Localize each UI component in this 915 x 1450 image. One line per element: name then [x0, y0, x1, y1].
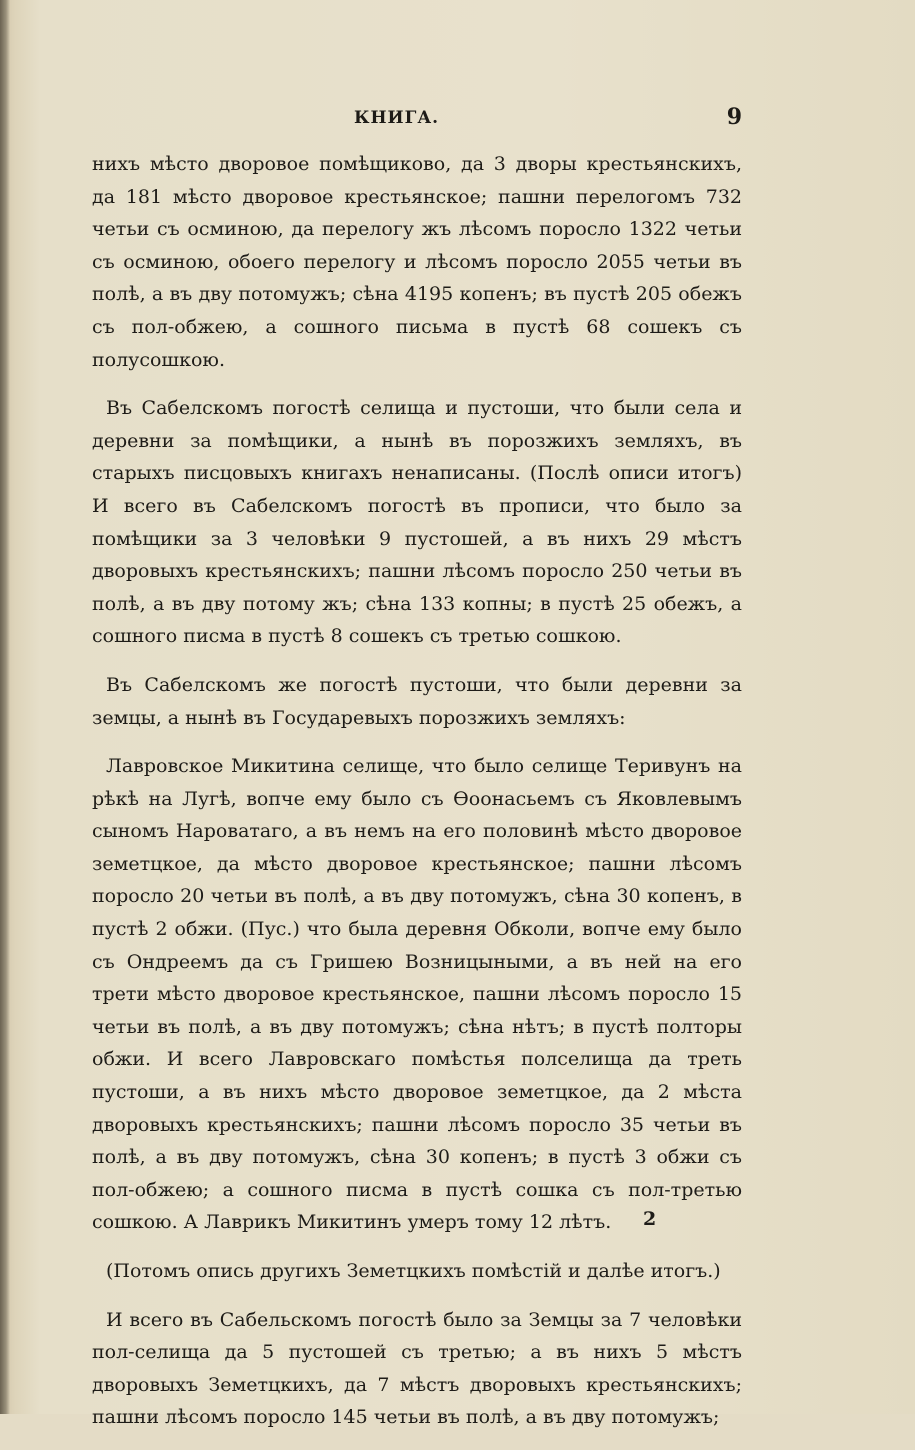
editorial-note: (Потомъ опись другихъ Земетцкихъ помѣстій и далѣе итогъ.) — [106, 1260, 721, 1282]
page-number: 9 — [726, 104, 742, 130]
page-header — [92, 100, 742, 136]
paragraph-2: Въ Сабелскомъ погостѣ селища и пустоши, что были села и деревни за помѣщики, а нынѣ въ порозжихъ земляхъ, въ старыхъ писцовыхъ книгахъ ненаписаны. (Послѣ описи итогъ) И всего въ Сабелскомъ погостѣ въ прописи, что было за помѣщики за 3 человѣки 9 пустошей, а въ нихъ 29 мѣстъ дворовыхъ крестьянскихъ; пашни лѣсомъ поросло 250 четьи въ полѣ, а въ дву потому жъ; сѣна 133 копны; в пустѣ 25 обежъ, а сошного писма в пустѣ 8 сошекъ съ третью сошкою. — [92, 397, 742, 648]
paragraph-5: И всего въ Сабельскомъ погостѣ было за Земцы за 7 человѣки пол-селища да 5 пустошей съ третью; а въ нихъ 5 мѣстъ дворовыхъ Земетцкихъ, да 7 мѣстъ дворовыхъ крестьянскихъ; пашни лѣсомъ поросло 145 четьи въ полѣ, а въ дву потомужъ; — [92, 1308, 742, 1429]
running-title: КНИГА. — [354, 108, 440, 128]
paragraph-3: Въ Сабелскомъ же погостѣ пустоши, что были деревни за земцы, а нынѣ въ Государевыхъ порозжихъ земляхъ: — [92, 673, 742, 729]
paragraph-1: нихъ мѣсто дворовое помѣщиково, да 3 дворы крестьянскихъ, да 181 мѣсто дворовое крестьянское; пашни перелогомъ 732 четьи съ осминою, да перелогу жъ лѣсомъ поросло 1322 четьи съ осминою, обоего перелогу и лѣсомъ поросло 2055 четьи въ полѣ, а въ дву потомужъ; сѣна 4195 копенъ; въ пустѣ 205 обежъ съ пол-обжею, а сошного письма в пустѣ 68 сошекъ съ полусошкою. — [92, 153, 742, 371]
signature-mark: 2 — [643, 1208, 657, 1230]
binding-gutter — [0, 0, 10, 1414]
paragraph-4: Лавровское Микитина селище, что было селище Теривунъ на рѣкѣ на Лугѣ, вопче ему было съ Ѳоонасьемъ съ Яковлевымъ сыномъ Нароватаго, а въ немъ на его половинѣ мѣсто дворовое земетцкое, да мѣсто дворовое крестьянское; пашни лѣсомъ поросло 20 четьи въ полѣ, а въ дву потомужъ, сѣна 30 копенъ, в пустѣ 2 обжи. (Пус.) что была деревня Обколи, вопче ему было съ Ондреемъ да съ Гришею Возницыными, а въ ней на его трети мѣсто дворовое крестьянское, пашни лѣсомъ поросло 15 четьи въ полѣ, а въ дву потомужъ; сѣна нѣтъ; в пустѣ полторы обжи. И всего Лавровскаго помѣстья полселища да треть пустоши, а въ нихъ мѣсто дворовое земетцкое, да 2 мѣста дворовыхъ крестьянскихъ; пашни лѣсомъ поросло 35 четьи въ полѣ, а въ дву потомужъ, сѣна 30 копенъ; в пустѣ 3 обжи съ пол-обжею; а сошного писма в пустѣ сошка съ пол-третью сошкою. А Лаврикъ Микитинъ умеръ тому 12 лѣтъ. — [92, 755, 742, 1234]
body-text — [92, 148, 742, 1450]
